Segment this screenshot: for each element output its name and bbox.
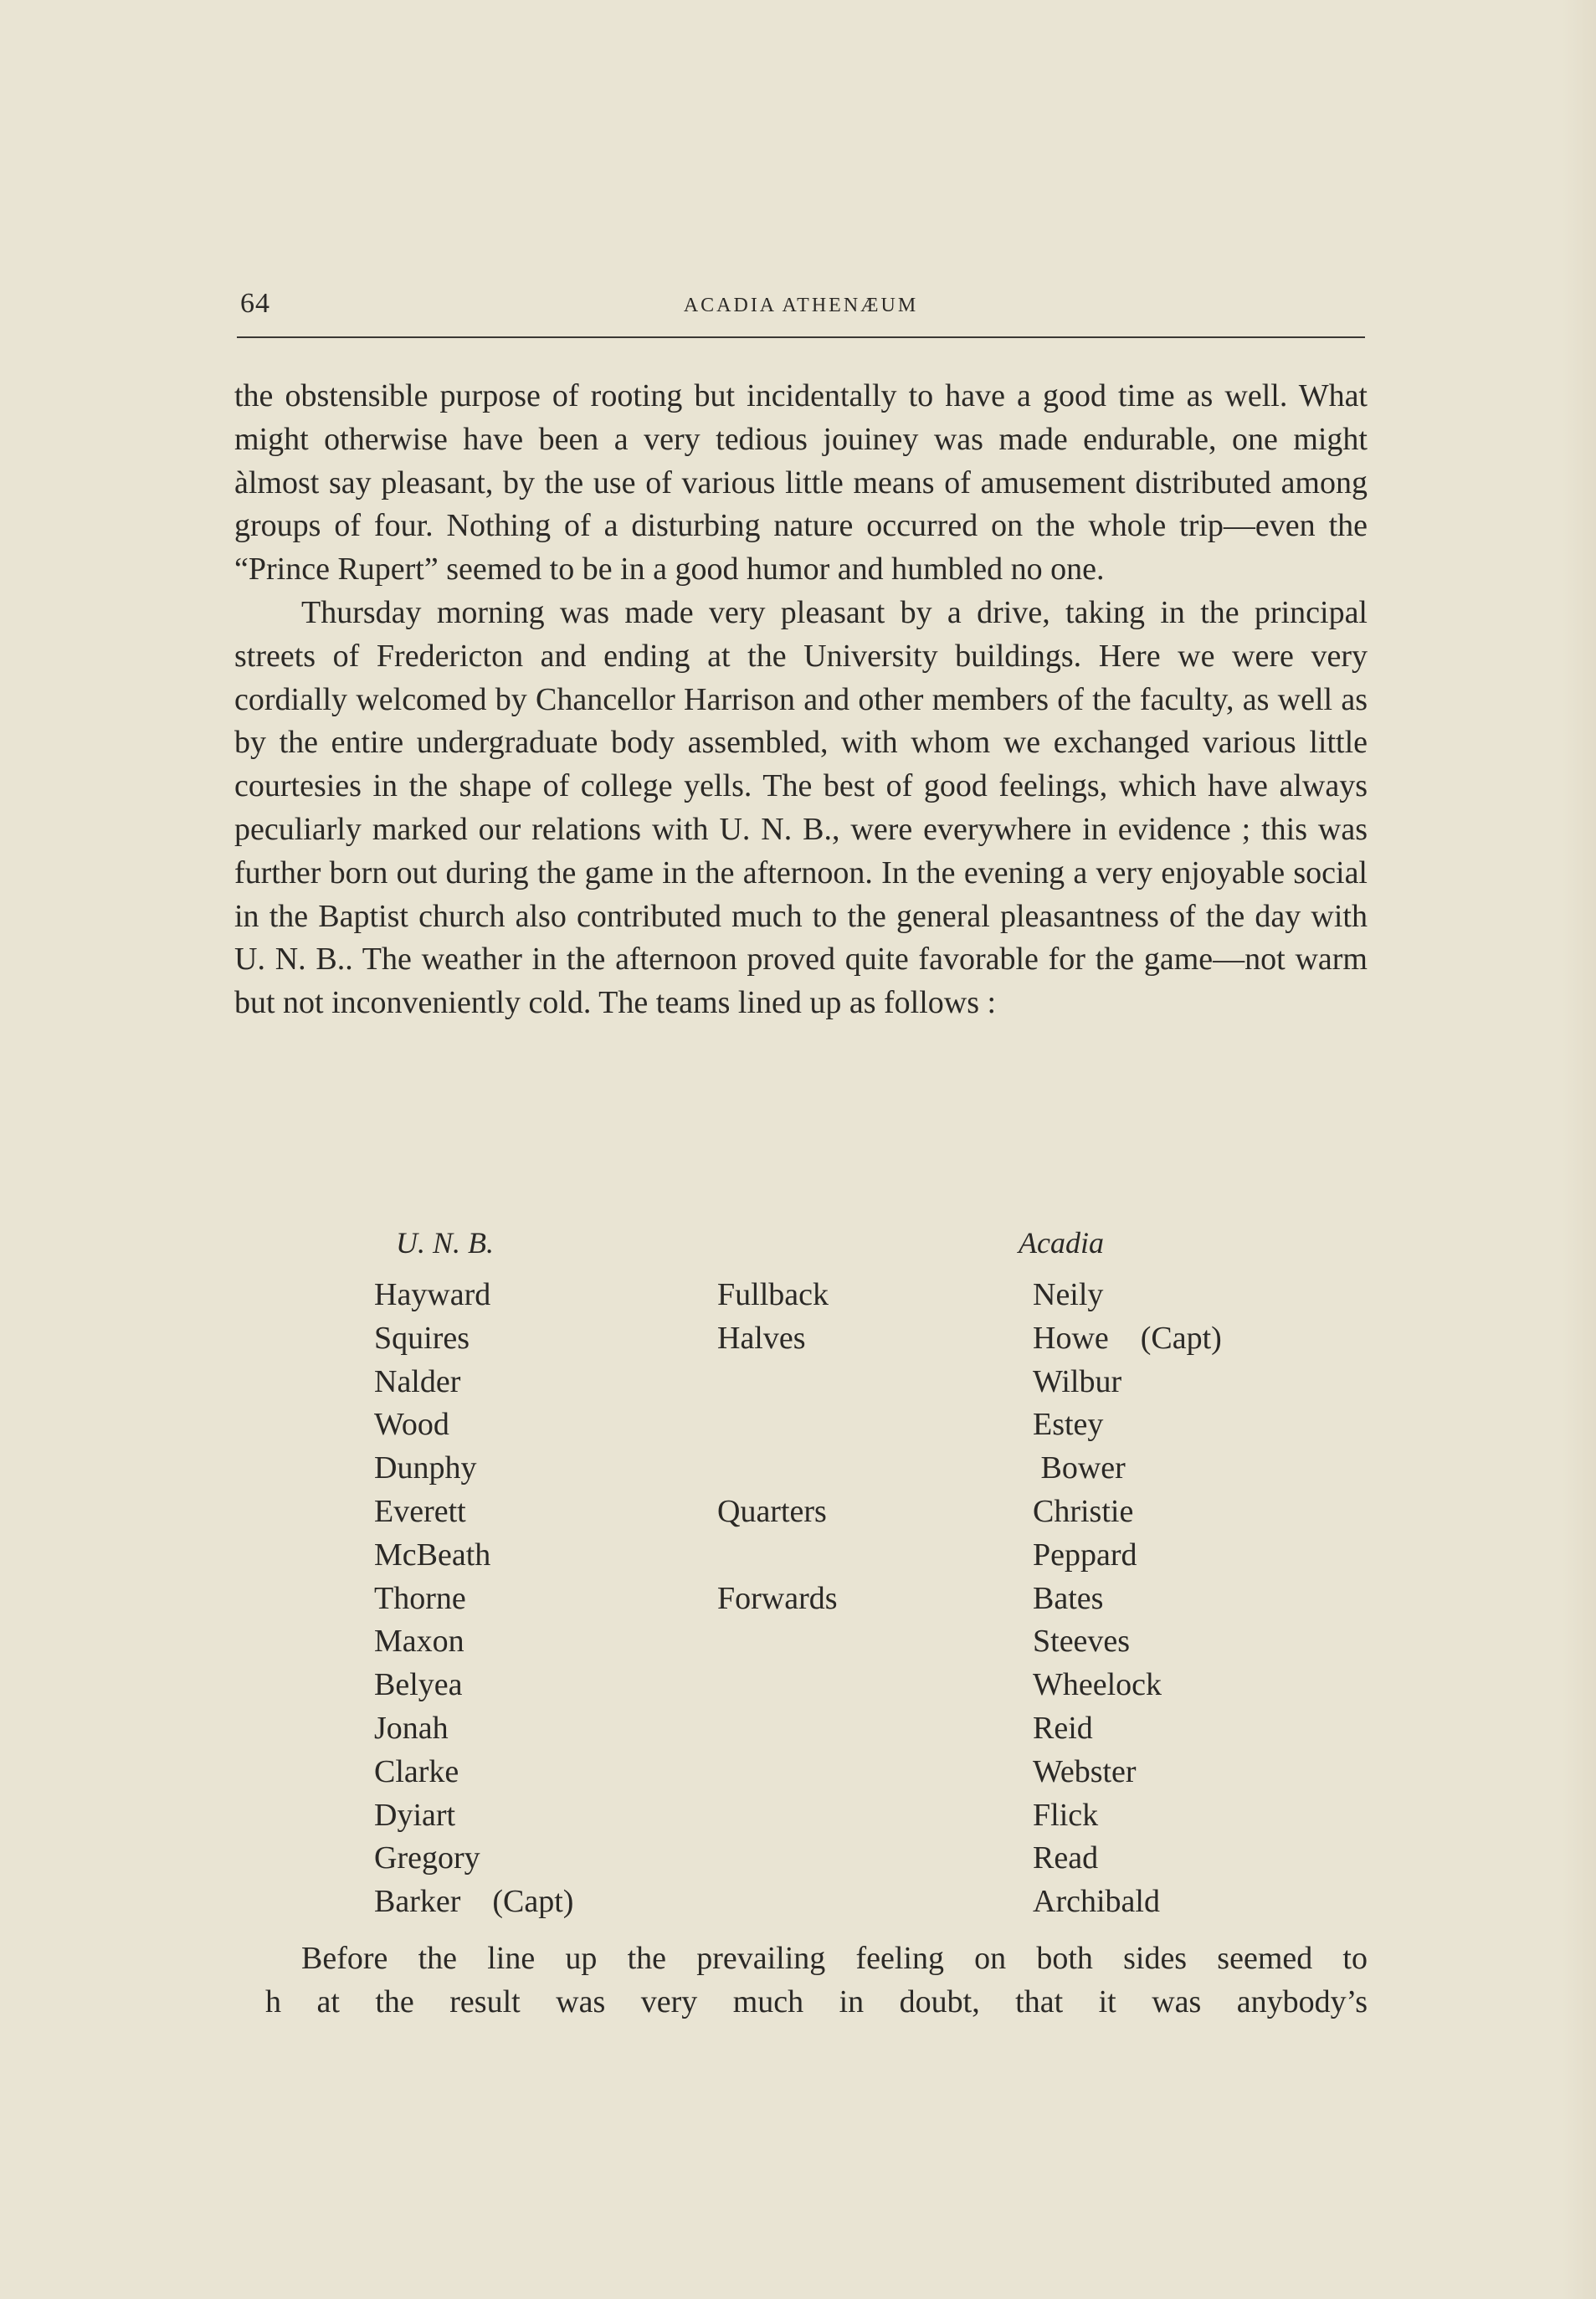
- acadia-player: Steeves: [1033, 1624, 1131, 1660]
- lineup-row: [374, 1404, 1362, 1447]
- position-label: Quarters: [717, 1493, 827, 1529]
- page-header: [237, 281, 1365, 331]
- lineup-row: [374, 1447, 1362, 1491]
- acadia-player: Reid: [1033, 1710, 1093, 1746]
- running-head: ACADIA ATHENÆUM: [683, 295, 919, 316]
- lineup-row: [374, 1317, 1362, 1361]
- unb-player: Barker (Capt): [374, 1884, 574, 1920]
- closing-paragraph: [234, 1937, 1368, 2024]
- unb-player: Belyea: [374, 1667, 463, 1703]
- unb-player: Dyiart: [374, 1797, 456, 1833]
- team-lineup: [374, 1222, 1362, 1924]
- unb-player: Wood: [374, 1407, 449, 1443]
- unb-player: Nalder: [374, 1363, 461, 1399]
- acadia-player: Read: [1033, 1840, 1099, 1876]
- lineup-row: [374, 1794, 1362, 1838]
- unb-player: Hayward: [374, 1277, 491, 1312]
- closing-line-1: Before the line up the prevailing feeling on both sides seemed to: [301, 1941, 1368, 1976]
- lineup-row: [374, 1881, 1362, 1924]
- acadia-player: Howe (Capt): [1033, 1320, 1222, 1356]
- unb-header: U. N. B.: [396, 1226, 494, 1260]
- lineup-row: [374, 1751, 1362, 1794]
- acadia-player: Flick: [1033, 1797, 1099, 1833]
- lineup-row: [374, 1620, 1362, 1664]
- unb-player: Jonah: [374, 1710, 449, 1746]
- acadia-player: Wheelock: [1033, 1667, 1162, 1703]
- position-label: Fullback: [717, 1277, 829, 1312]
- page-edge: [1563, 0, 1596, 2299]
- acadia-player: Estey: [1033, 1407, 1104, 1443]
- lineup-row: [374, 1578, 1362, 1621]
- lineup-rows: [374, 1274, 1362, 1924]
- lineup-row: [374, 1707, 1362, 1751]
- lineup-row: [374, 1664, 1362, 1707]
- unb-player: Clarke: [374, 1753, 459, 1789]
- page-number: 64: [240, 288, 270, 319]
- unb-player: Thorne: [374, 1580, 466, 1616]
- acadia-player: Bower: [1033, 1450, 1126, 1486]
- unb-player: Squires: [374, 1320, 470, 1356]
- acadia-header: Acadia: [1019, 1226, 1104, 1260]
- acadia-player: Neily: [1033, 1277, 1104, 1312]
- header-rule: [237, 336, 1365, 338]
- unb-player: Everett: [374, 1493, 466, 1529]
- article-body: [234, 375, 1368, 1025]
- lineup-row: [374, 1491, 1362, 1534]
- lineup-headers: [374, 1222, 1362, 1274]
- unb-player: Gregory: [374, 1840, 480, 1876]
- lineup-row: [374, 1837, 1362, 1881]
- unb-player: Maxon: [374, 1624, 464, 1660]
- acadia-player: Wilbur: [1033, 1363, 1122, 1399]
- unb-player: McBeath: [374, 1537, 491, 1573]
- acadia-player: Christie: [1033, 1493, 1134, 1529]
- acadia-player: Bates: [1033, 1580, 1104, 1616]
- lineup-row: [374, 1274, 1362, 1317]
- paragraph-2: Thursday morning was made very pleasant by a drive, taking in the principal streets of Fredericton and ending at the University buildings. Here we were very cordially welcomed by Chancellor Harrison and other members of the faculty, as well as by the entire undergraduate body assembled, with whom we exchanged various little courtesies in the shape of college yells. The best of good feelings, which have always peculiarly marked our relations with U. N. B., were everywhere in evidence ; this was further born out during the game in the afternoon. In the evening a very enjoyable social in the Baptist church also contributed much to the general pleasantness of the day with U. N. B.. The weather in the afternoon proved quite favorable for the game—not warm but not inconveniently cold. The teams lined up as follows :: [234, 594, 1368, 1021]
- closing-line-2: h at the result was very much in doubt, that it was anybody’s: [265, 1983, 1368, 2019]
- acadia-player: Webster: [1033, 1753, 1137, 1789]
- paragraph-1: the obstensible purpose of rooting but incidentally to have a good time as well. What might otherwise have been a very tedious jouiney was made endurable, one might àlmost say pleasant, by the use of various little means of amusement distributed among groups of four. Nothing of a disturbing nature occurred on the whole trip—even the “Prince Rupert” seemed to be in a good humor and humbled no one.: [234, 378, 1368, 588]
- acadia-player: Archibald: [1033, 1884, 1160, 1920]
- lineup-row: [374, 1361, 1362, 1404]
- acadia-player: Peppard: [1033, 1537, 1137, 1573]
- unb-player: Dunphy: [374, 1450, 477, 1486]
- lineup-row: [374, 1534, 1362, 1578]
- position-label: Halves: [717, 1320, 806, 1356]
- position-label: Forwards: [717, 1580, 838, 1616]
